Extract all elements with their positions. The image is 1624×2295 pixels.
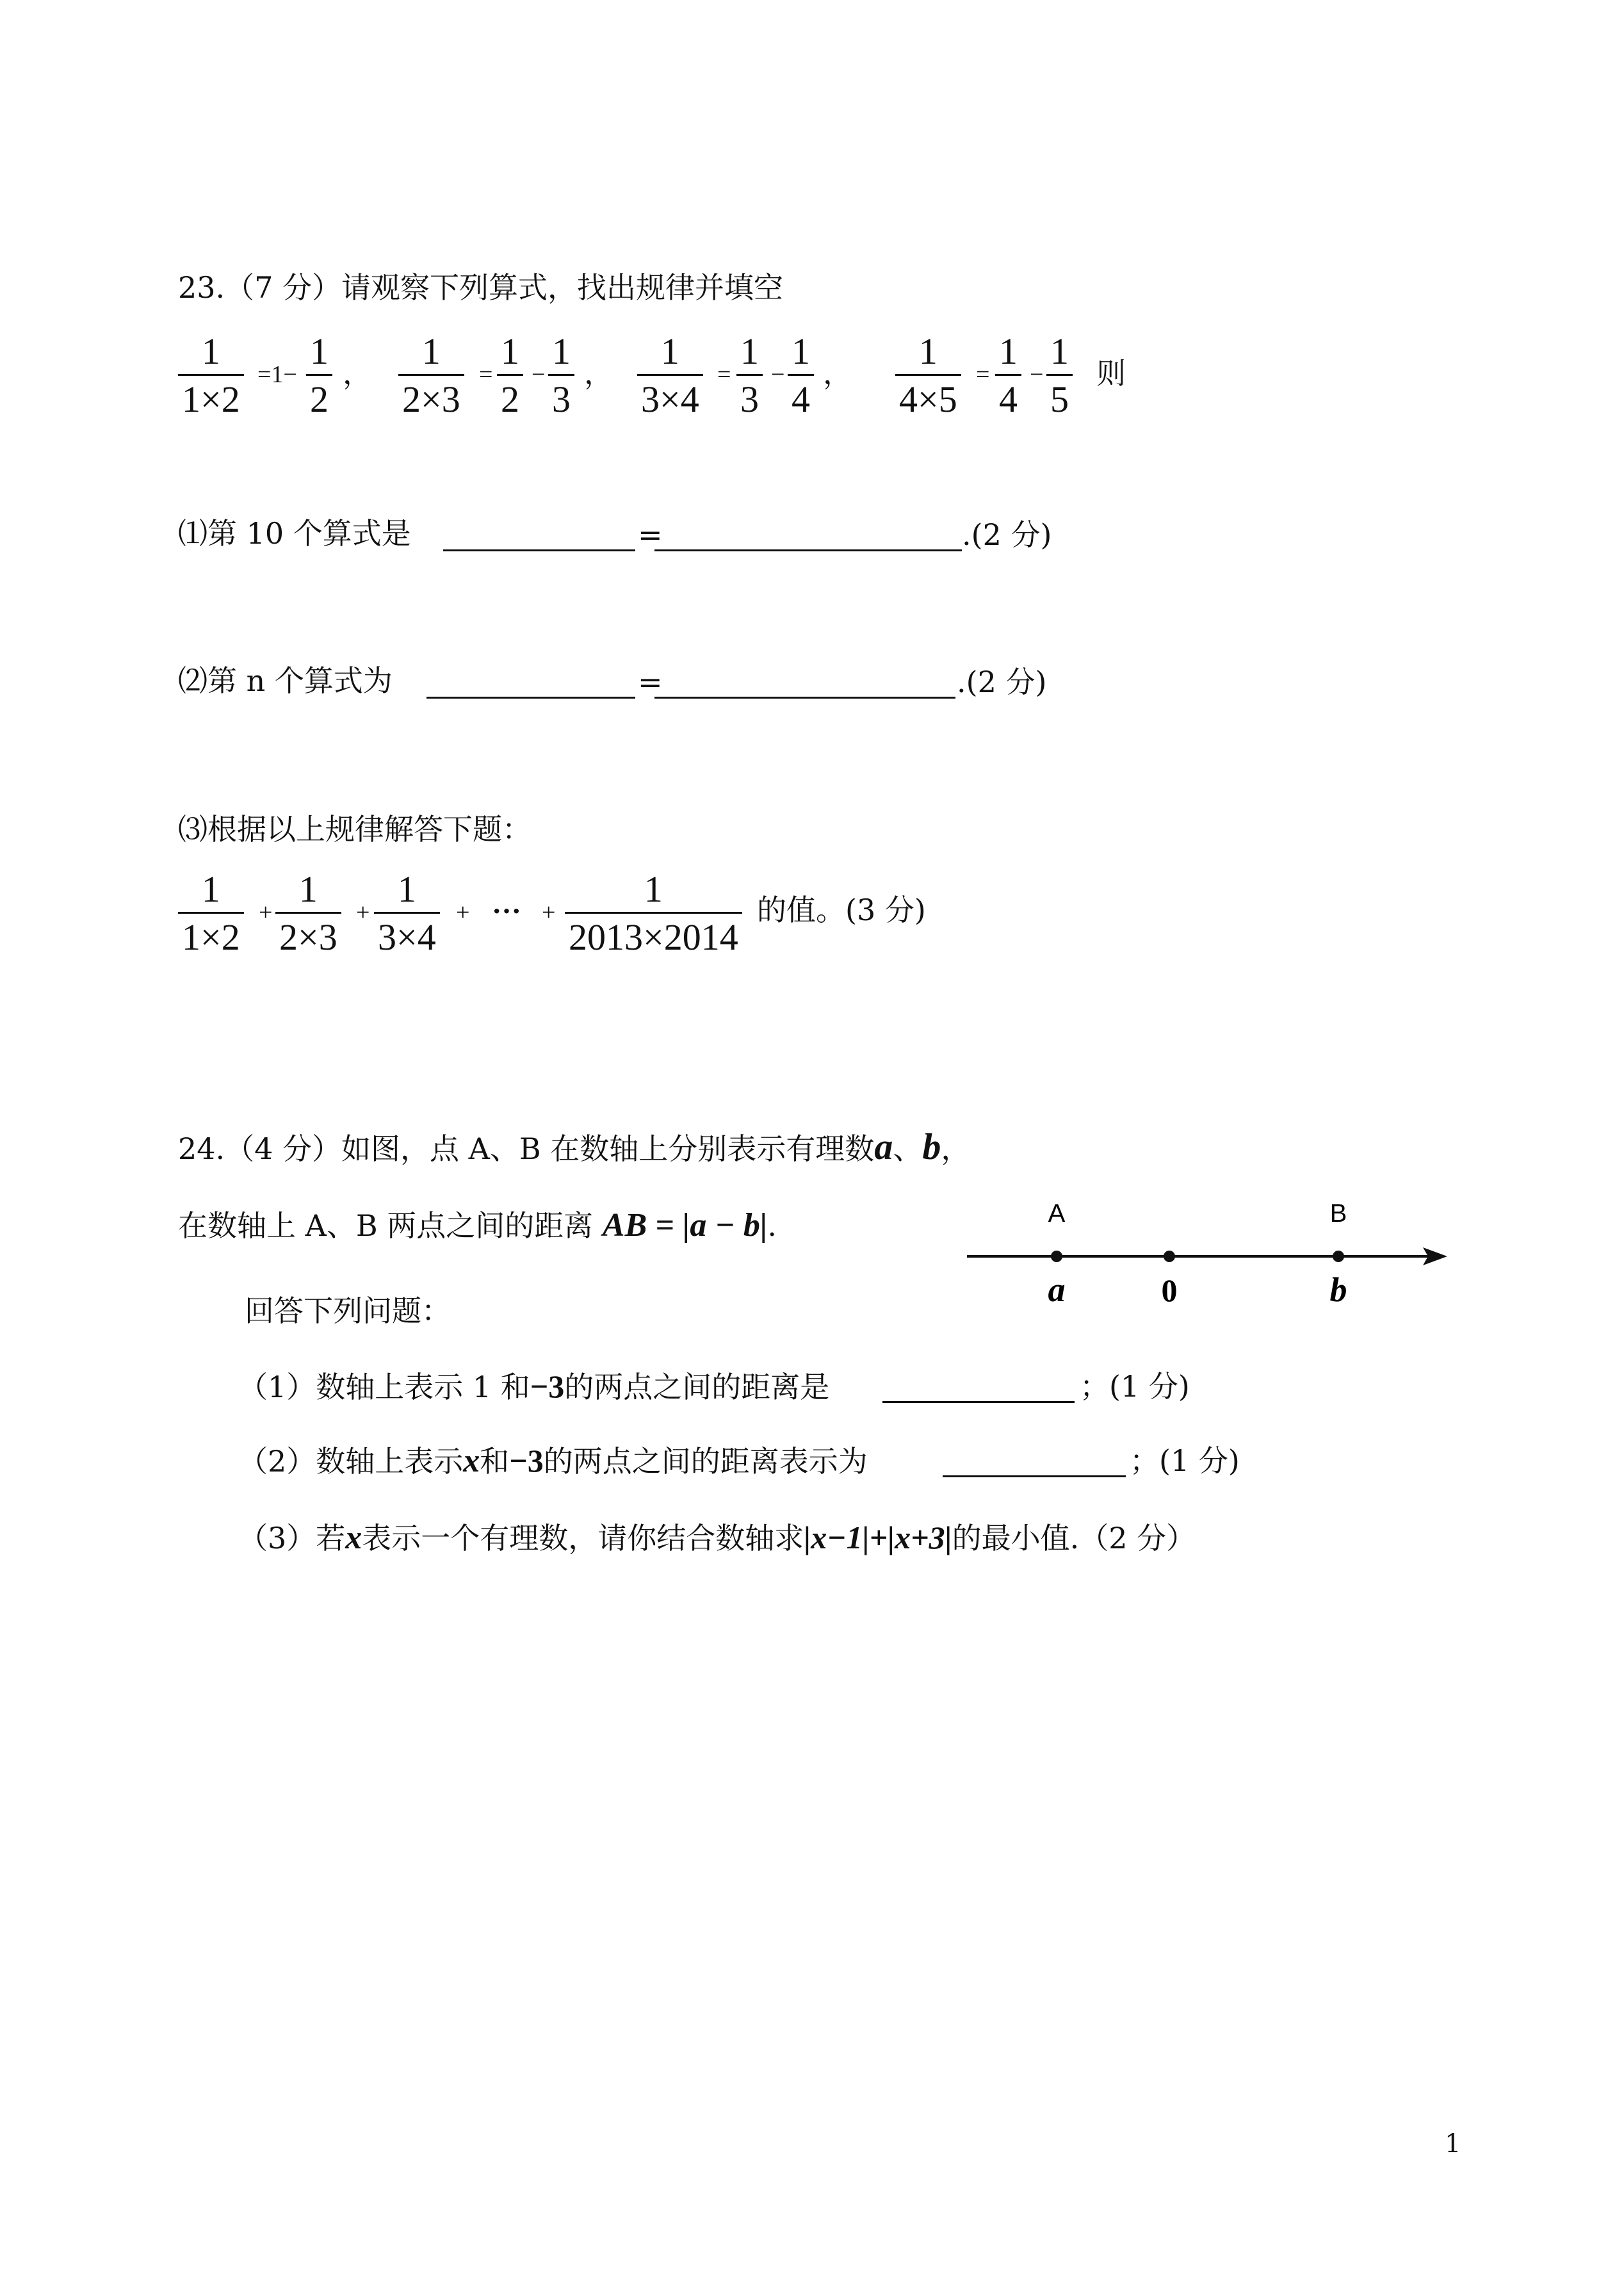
score-note: .(2 分) xyxy=(957,665,1047,699)
plus-sign: + xyxy=(259,899,273,926)
var-b: b xyxy=(922,1126,941,1167)
q23-part2-label: ⑵第 n 个算式为 xyxy=(178,663,393,698)
q24-part3-pre: （3）若 xyxy=(238,1521,346,1555)
score-note: ；(1 分) xyxy=(1130,1443,1240,1478)
answer-blank[interactable] xyxy=(943,1475,1126,1477)
point-b xyxy=(1333,1251,1344,1262)
q23-part3-label: ⑶根据以上规律解答下题： xyxy=(178,812,532,847)
fraction: 1 2013×2014 xyxy=(565,871,742,956)
fraction: 1 3×4 xyxy=(374,871,440,956)
fraction: 1 2 xyxy=(306,333,332,418)
q24-distance-line xyxy=(178,1209,777,1242)
number-neg3: −3 xyxy=(530,1368,565,1404)
fraction: 1 4 xyxy=(788,333,814,418)
value-prompt: 的值。(3 分) xyxy=(757,893,926,927)
distance-text: 在数轴上 A、B 两点之间的距离 xyxy=(178,1208,594,1243)
fraction: 1 3×4 xyxy=(637,333,703,418)
var-x: x xyxy=(345,1520,362,1556)
equals-sign: = xyxy=(479,361,493,388)
minus-sign: − xyxy=(532,361,546,388)
fraction: 1 2×3 xyxy=(275,871,341,956)
fraction: 1 4 xyxy=(995,333,1021,418)
var-x: x xyxy=(463,1443,480,1479)
q24-answer-intro: 回答下列问题： xyxy=(245,1293,451,1328)
q24-part2-post: 的两点之间的距离表示为 xyxy=(543,1444,868,1479)
plus-sign: + xyxy=(542,899,556,926)
point-zero xyxy=(1164,1251,1175,1262)
label-B: B xyxy=(1329,1199,1347,1228)
absolute-value-expression: |x−1|+|x+3| xyxy=(804,1520,952,1555)
q24-part1-post: 的两点之间的距离是 xyxy=(564,1370,830,1404)
q24-part3-tail: 的最小值.（2 分） xyxy=(952,1521,1196,1555)
fraction: 1 2×3 xyxy=(398,333,464,418)
equals-sign: = xyxy=(638,665,663,699)
ellipsis: ··· xyxy=(492,895,522,927)
page-number: 1 xyxy=(1445,2129,1461,2159)
minus-sign: − xyxy=(1030,361,1044,388)
fraction: 1 2 xyxy=(497,333,523,418)
tick-b: b xyxy=(1329,1270,1347,1309)
q24-header xyxy=(178,1128,970,1165)
q24-part3 xyxy=(238,1521,1196,1555)
answer-blank[interactable] xyxy=(426,697,635,699)
number-neg3: −3 xyxy=(509,1443,544,1479)
equals-sign: =1− xyxy=(257,361,297,388)
separator: 、 xyxy=(893,1131,923,1166)
q24-part1-pre: （1）数轴上表示 1 和 xyxy=(238,1370,530,1404)
fraction: 1 1×2 xyxy=(178,871,244,956)
q24-part2-mid: 和 xyxy=(480,1444,510,1479)
answer-blank[interactable] xyxy=(882,1401,1075,1403)
answer-blank[interactable] xyxy=(654,549,962,551)
distance-formula: AB = |a − b| xyxy=(602,1207,768,1244)
q24-part3-mid: 表示一个有理数，请你结合数轴求 xyxy=(362,1521,804,1555)
fraction: 1 3 xyxy=(736,333,763,418)
period: . xyxy=(767,1208,777,1243)
comma: ， xyxy=(343,356,372,391)
equals-sign: = xyxy=(717,361,731,388)
equals-sign: = xyxy=(976,361,990,388)
var-a: a xyxy=(874,1126,893,1167)
plus-sign: + xyxy=(356,899,370,926)
fraction: 1 3 xyxy=(548,333,574,418)
comma: ， xyxy=(941,1131,971,1166)
label-A: A xyxy=(1048,1199,1066,1228)
plus-sign: + xyxy=(456,899,470,926)
answer-blank[interactable] xyxy=(443,549,635,551)
score-note: .(2 分) xyxy=(962,517,1052,552)
fraction: 1 4×5 xyxy=(895,333,961,418)
minus-sign: − xyxy=(771,361,785,388)
tick-a: a xyxy=(1048,1270,1066,1309)
comma: ， xyxy=(584,356,613,391)
number-line-diagram xyxy=(954,1191,1466,1319)
score-note: ；(1 分) xyxy=(1080,1369,1190,1404)
answer-blank[interactable] xyxy=(654,697,955,699)
q24-part2-pre: （2）数轴上表示 xyxy=(238,1444,464,1479)
comma: ， xyxy=(823,356,852,391)
tick-zero: 0 xyxy=(1161,1272,1178,1308)
q24-part1 xyxy=(238,1370,829,1402)
point-a xyxy=(1051,1251,1062,1262)
q24-part2 xyxy=(238,1445,868,1478)
equals-sign: = xyxy=(638,517,663,552)
fraction: 1 1×2 xyxy=(178,333,244,418)
q23-header: 23.（7 分）请观察下列算式，找出规律并填空 xyxy=(178,270,784,305)
q23-part1-label: ⑴第 10 个算式是 xyxy=(178,516,411,551)
word-then: 则 xyxy=(1096,356,1126,391)
fraction: 1 5 xyxy=(1046,333,1073,418)
q24-intro-text: 24.（4 分）如图，点 A、B 在数轴上分别表示有理数 xyxy=(178,1131,875,1166)
